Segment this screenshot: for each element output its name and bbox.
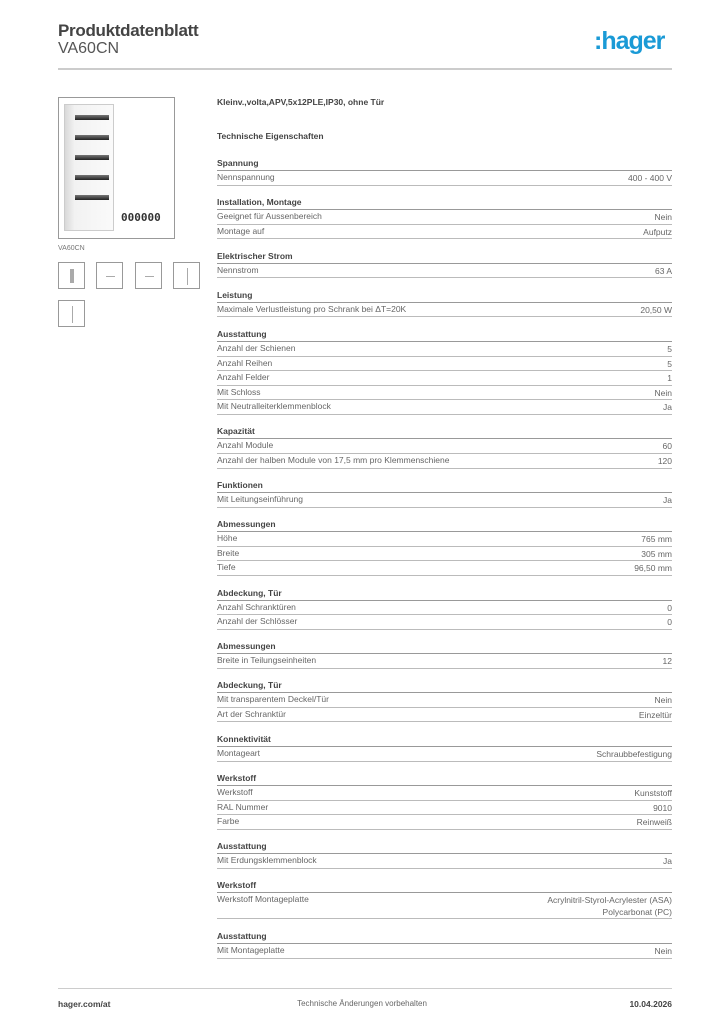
spec-row — [217, 357, 672, 372]
spec-row — [217, 171, 672, 186]
spec-value: 1 — [667, 373, 672, 384]
spec-row — [217, 747, 672, 762]
spec-row — [217, 615, 672, 630]
spec-group — [217, 156, 672, 186]
spec-row — [217, 493, 672, 508]
spec-group-title: Abmessungen — [217, 517, 672, 532]
spec-group — [217, 195, 672, 239]
product-image — [58, 97, 175, 239]
spec-label: Tiefe — [217, 562, 236, 573]
spec-label: Anzahl Schranktüren — [217, 601, 296, 612]
spec-group-title: Installation, Montage — [217, 195, 672, 210]
spec-group-title: Werkstoff — [217, 771, 672, 786]
spec-label: Geeignet für Aussenbereich — [217, 211, 322, 222]
spec-label: Höhe — [217, 533, 238, 544]
footer-date: 10.04.2026 — [629, 999, 672, 1009]
image-digits: 000000 — [121, 211, 161, 224]
spec-label: Nennstrom — [217, 264, 259, 275]
spec-label: RAL Nummer — [217, 801, 269, 812]
spec-row — [217, 386, 672, 401]
spec-label: Anzahl der halben Module von 17,5 mm pro Klemmenschiene — [217, 455, 450, 466]
spec-row — [217, 547, 672, 562]
spec-label: Mit transparentem Deckel/Tür — [217, 694, 329, 705]
spec-value: Einzeltür — [638, 709, 672, 720]
spec-group — [217, 249, 672, 279]
spec-row — [217, 815, 672, 830]
spec-value: 0 — [667, 617, 672, 628]
spec-group — [217, 639, 672, 669]
product-code: VA60CN — [58, 40, 120, 57]
spec-value: 9010 — [653, 802, 672, 813]
spec-group — [217, 771, 672, 830]
spec-group — [217, 678, 672, 722]
spec-label: Montage auf — [217, 225, 265, 236]
footer-note: Technische Änderungen vorbehalten — [297, 999, 427, 1008]
spec-group-title: Ausstattung — [217, 839, 672, 854]
spec-label: Montageart — [217, 747, 260, 758]
spec-row — [217, 801, 672, 816]
spec-label: Farbe — [217, 816, 240, 827]
footer-divider — [58, 988, 672, 989]
spec-group-title: Abmessungen — [217, 639, 672, 654]
spec-group-title: Elektrischer Strom — [217, 249, 672, 264]
spec-group — [217, 478, 672, 508]
spec-row — [217, 708, 672, 723]
spec-table — [217, 156, 672, 968]
spec-row — [217, 303, 672, 318]
spec-label: Werkstoff — [217, 787, 253, 798]
spec-value: Ja — [663, 856, 672, 867]
spec-label: Anzahl der Schienen — [217, 342, 296, 353]
spec-group — [217, 288, 672, 318]
header-divider — [58, 68, 672, 70]
spec-value: 765 mm — [641, 534, 672, 545]
spec-label: Mit Neutralleiterklemmenblock — [217, 401, 331, 412]
spec-value: Ja — [663, 495, 672, 506]
spec-row — [217, 944, 672, 959]
spec-label: Art der Schranktür — [217, 708, 286, 719]
spec-value: 5 — [667, 343, 672, 354]
spec-group-title: Ausstattung — [217, 929, 672, 944]
spec-value: Aufputz — [643, 226, 672, 237]
image-caption: VA60CN — [58, 245, 85, 252]
thumbnail-2[interactable] — [96, 262, 123, 289]
spec-value: Ja — [663, 402, 672, 413]
spec-row — [217, 854, 672, 869]
spec-label: Mit Schloss — [217, 386, 261, 397]
spec-group-title: Werkstoff — [217, 878, 672, 893]
spec-value: Kunststoff — [634, 788, 672, 799]
spec-row — [217, 439, 672, 454]
spec-label: Anzahl der Schlösser — [217, 616, 298, 627]
spec-group-title: Ausstattung — [217, 327, 672, 342]
spec-group-title: Abdeckung, Tür — [217, 678, 672, 693]
spec-row — [217, 561, 672, 576]
spec-group-title: Abdeckung, Tür — [217, 586, 672, 601]
spec-label: Anzahl Felder — [217, 372, 270, 383]
spec-group-title: Kapazität — [217, 424, 672, 439]
spec-label: Breite in Teilungseinheiten — [217, 655, 317, 666]
spec-group — [217, 929, 672, 959]
spec-label: Anzahl Reihen — [217, 357, 273, 368]
spec-label: Breite — [217, 547, 240, 558]
spec-value: Nein — [654, 387, 672, 398]
spec-value: 5 — [667, 358, 672, 369]
spec-row — [217, 400, 672, 415]
thumbnail-1[interactable] — [58, 262, 85, 289]
thumbnail-5[interactable] — [58, 300, 85, 327]
thumbnail-3[interactable] — [135, 262, 162, 289]
spec-row — [217, 454, 672, 469]
footer-website[interactable]: hager.com/at — [58, 999, 111, 1009]
spec-value: Reinweiß — [636, 817, 672, 828]
spec-row — [217, 786, 672, 801]
spec-label: Nennspannung — [217, 172, 275, 182]
spec-row — [217, 264, 672, 279]
spec-row — [217, 893, 672, 919]
spec-label: Maximale Verlustleistung pro Schrank bei ΔT=20K — [217, 303, 407, 314]
spec-row — [217, 371, 672, 386]
spec-label: Anzahl Module — [217, 440, 274, 451]
spec-value: Nein — [654, 695, 672, 706]
spec-label: Mit Erdungsklemmenblock — [217, 855, 317, 866]
spec-value: Schraubbefestigung — [596, 748, 672, 759]
spec-value: Nein — [654, 945, 672, 956]
spec-group — [217, 424, 672, 468]
spec-label: Mit Montageplatte — [217, 944, 285, 955]
section-title: Technische Eigenschaften — [217, 131, 324, 141]
spec-group-title: Konnektivität — [217, 732, 672, 747]
hager-logo: :hager — [594, 27, 665, 55]
spec-value: 60 — [662, 441, 672, 452]
spec-value: 63 A — [654, 265, 672, 276]
spec-value: 96,50 mm — [634, 563, 672, 574]
spec-value: 20,50 W — [640, 304, 672, 315]
spec-value: 305 mm — [641, 548, 672, 559]
page-title: Produktdatenblatt — [58, 21, 199, 40]
spec-row — [217, 693, 672, 708]
spec-group — [217, 517, 672, 576]
spec-row — [217, 342, 672, 357]
spec-label: Mit Leitungseinführung — [217, 494, 304, 505]
spec-group — [217, 878, 672, 919]
spec-group-title: Spannung — [217, 156, 672, 171]
spec-group — [217, 327, 672, 415]
spec-value: Acrylnitril-Styrol-Acrylester (ASA) Polycarbonat (PC) — [547, 895, 672, 918]
spec-group-title: Funktionen — [217, 478, 672, 493]
spec-value: 400 - 400 V — [628, 173, 672, 183]
spec-row — [217, 532, 672, 547]
cabinet-illustration — [64, 104, 114, 231]
product-description: Kleinv.,volta,APV,5x12PLE,IP30, ohne Tür — [217, 97, 385, 107]
spec-group — [217, 732, 672, 762]
spec-group — [217, 839, 672, 869]
spec-group — [217, 586, 672, 630]
spec-group-title: Leistung — [217, 288, 672, 303]
spec-value: Nein — [654, 212, 672, 223]
spec-row — [217, 601, 672, 616]
spec-value: 120 — [657, 456, 672, 467]
spec-value: 12 — [662, 656, 672, 667]
spec-value: 0 — [667, 602, 672, 613]
thumbnail-4[interactable] — [173, 262, 200, 289]
spec-label: Werkstoff Montageplatte — [217, 894, 309, 905]
spec-row — [217, 210, 672, 225]
spec-row — [217, 225, 672, 240]
spec-row — [217, 654, 672, 669]
